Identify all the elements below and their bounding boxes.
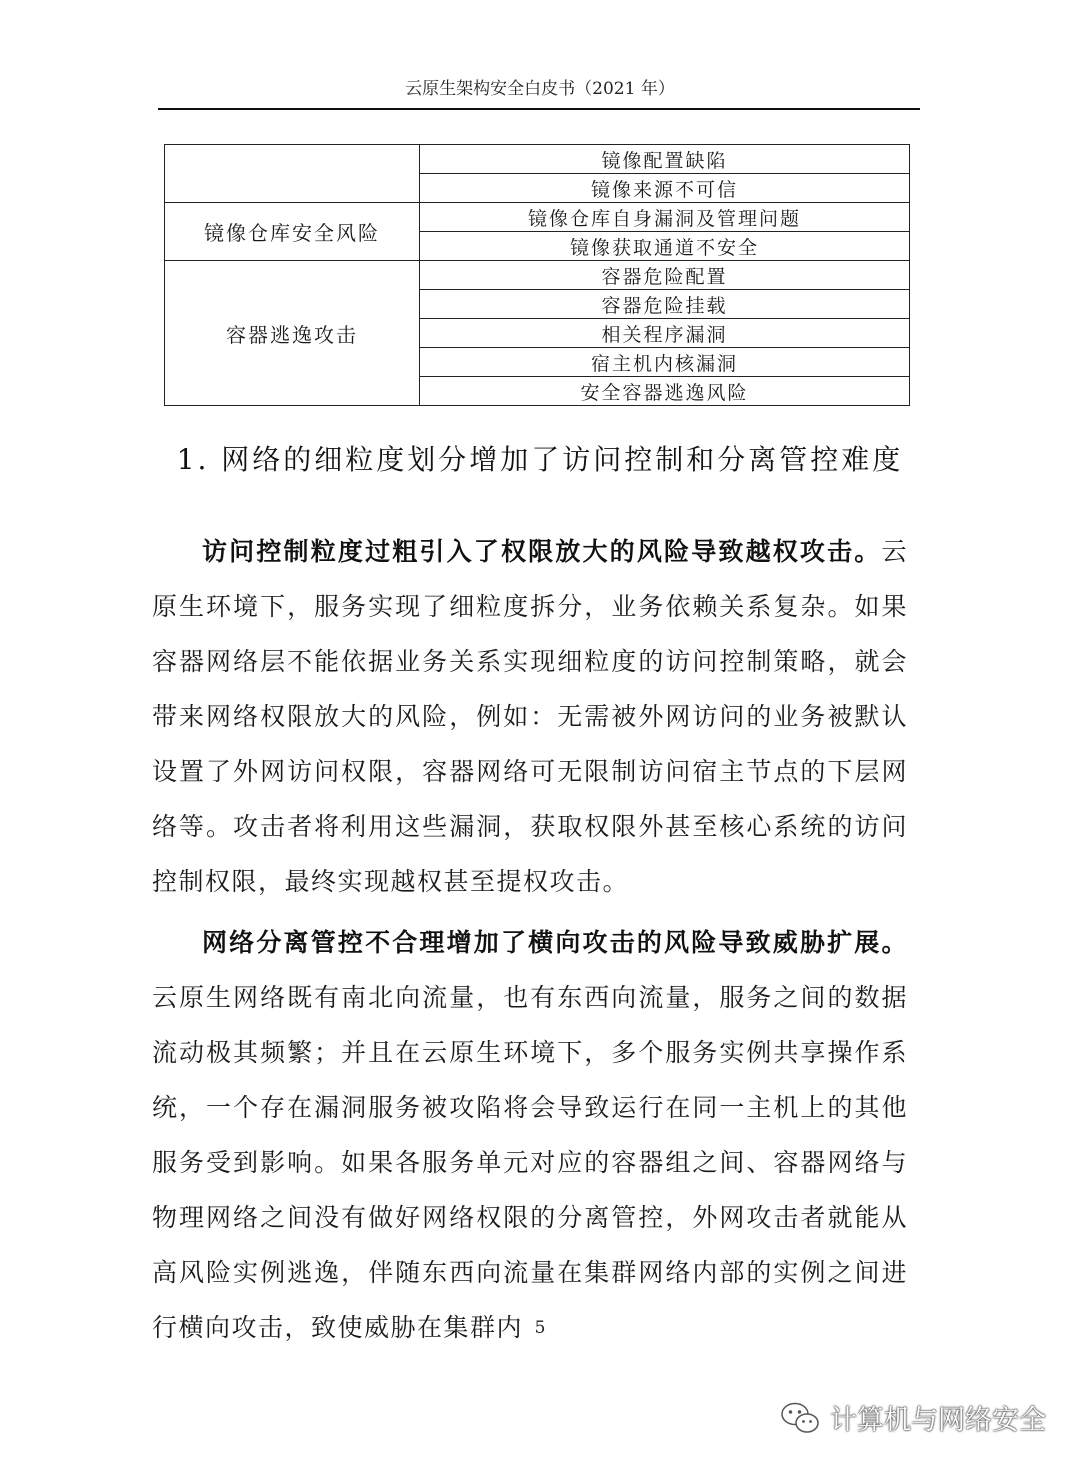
- table-item-cell: 安全容器逃逸风险: [420, 377, 910, 406]
- table-item-cell: 容器危险挂载: [420, 290, 910, 319]
- paragraph: [152, 524, 908, 909]
- table-category-cell: 容器逃逸攻击: [165, 261, 420, 406]
- paragraph: [152, 915, 908, 1355]
- paragraph-text: 云原生网络既有南北向流量，也有东西向流量，服务之间的数据流动极其频繁；并且在云原生环境下，多个服务实例共享操作系统，一个存在漏洞服务被攻陷将会导致运行在同一主机上的其他服务受到影响。如果各服务单元对应的容器组之间、容器网络与物理网络之间没有做好网络权限的分离管控，外网攻击者就能从高风险实例逃逸，伴随东西向流量在集群网络内部的实例之间进行横向攻击，致使威胁在集群内: [152, 983, 908, 1342]
- watermark: [780, 1398, 1046, 1437]
- table-item-cell: 镜像配置缺陷: [420, 145, 910, 174]
- page-number: 5: [534, 1318, 546, 1338]
- header-rule: [158, 108, 920, 110]
- table-item-cell: 镜像来源不可信: [420, 174, 910, 203]
- table-item-cell: 镜像获取通道不安全: [420, 232, 910, 261]
- running-header: 云原生架构安全白皮书（2021 年）: [405, 79, 675, 99]
- risk-table: [164, 144, 910, 406]
- paragraph-lead: 访问控制粒度过粗引入了权限放大的风险导致越权攻击。: [202, 537, 882, 566]
- section-heading: 1. 网络的细粒度划分增加了访问控制和分离管控难度: [176, 443, 904, 476]
- table-item-cell: 容器危险配置: [420, 261, 910, 290]
- table-item-cell: 镜像仓库自身漏洞及管理问题: [420, 203, 910, 232]
- table-row: [165, 145, 910, 174]
- table-category-cell: 镜像仓库安全风险: [165, 203, 420, 261]
- table-category-cell: [165, 145, 420, 203]
- table-row: [165, 203, 910, 232]
- watermark-text: 计算机与网络安全: [830, 1405, 1046, 1436]
- wechat-icon: [780, 1401, 820, 1435]
- paragraph-lead: 网络分离管控不合理增加了横向攻击的风险导致威胁扩展。: [202, 928, 908, 957]
- table-row: [165, 261, 910, 290]
- table-item-cell: 宿主机内核漏洞: [420, 348, 910, 377]
- table-item-cell: 相关程序漏洞: [420, 319, 910, 348]
- paragraph-text: 云原生环境下，服务实现了细粒度拆分，业务依赖关系复杂。如果容器网络层不能依据业务关系实现细粒度的访问控制策略，就会带来网络权限放大的风险，例如：无需被外网访问的业务被默认设置了外网访问权限，容器网络可无限制访问宿主节点的下层网络等。攻击者将利用这些漏洞，获取权限外甚至核心系统的访问控制权限，最终实现越权甚至提权攻击。: [152, 537, 908, 896]
- body-text: [152, 524, 908, 1355]
